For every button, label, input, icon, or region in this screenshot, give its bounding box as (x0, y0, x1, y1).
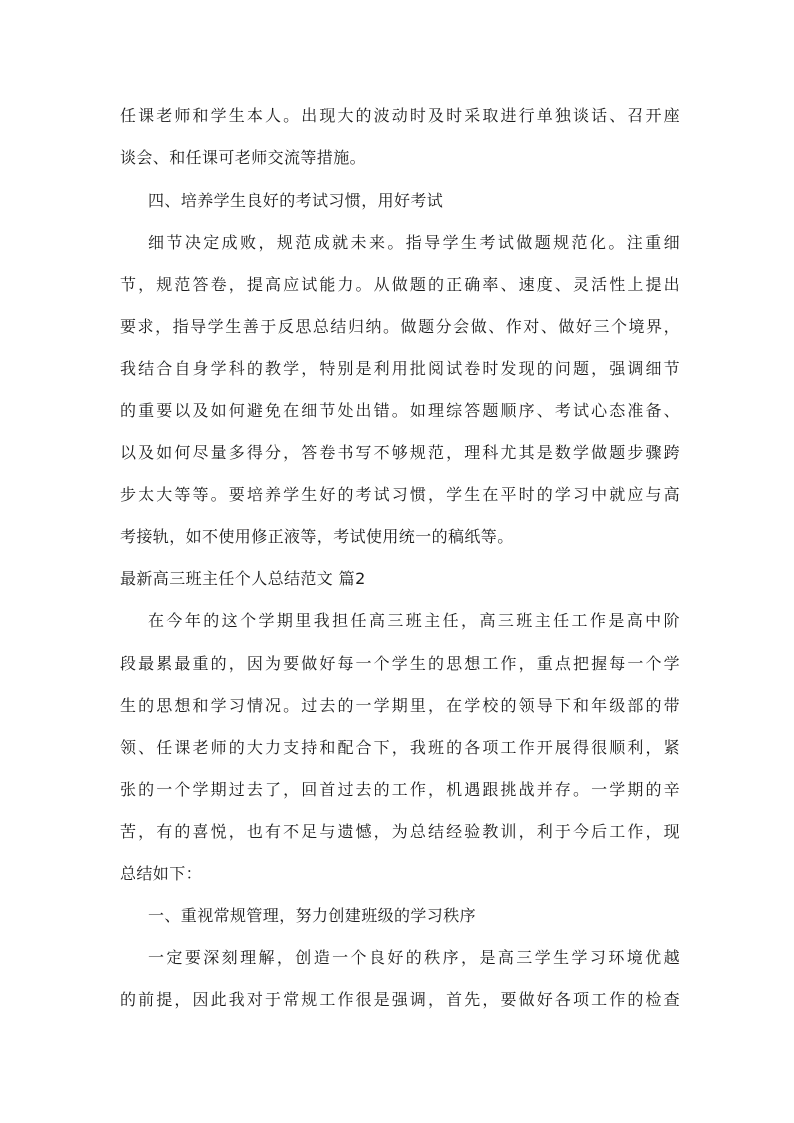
paragraph-line: 以及如何尽量多得分，答卷书写不够规范，理科尤其是数学做题步骤跨 (120, 443, 680, 462)
paragraph-line: 张的一个学期过去了，回首过去的工作，机遇跟挑战并存。一学期的辛 (120, 780, 680, 799)
paragraph-line: 考接轨，如不使用修正液等，考试使用统一的稿纸等。 (120, 527, 514, 546)
paragraph-line: 苦，有的喜悦，也有不足与遗憾，为总结经验教训，利于今后工作，现 (120, 822, 680, 841)
paragraph-line: 在今年的这个学期里我担任高三班主任，高三班主任工作是高中阶 (148, 611, 680, 630)
paragraph-line: 的重要以及如何避免在细节处出错。如理综答题顺序、考试心态准备、 (120, 401, 680, 420)
paragraph-line: 的前提，因此我对于常规工作很是强调，首先，要做好各项工作的检查 (120, 990, 680, 1009)
paragraph-line: 节，规范答卷，提高应试能力。从做题的正确率、速度、灵活性上提出 (120, 275, 680, 294)
paragraph-line: 谈会、和任课可老师交流等措施。 (120, 148, 367, 167)
paragraph-line: 总结如下： (120, 864, 203, 883)
paragraph-line: 细节决定成败，规范成就未来。指导学生考试做题规范化。注重细 (148, 233, 680, 252)
paragraph-line: 一定要深刻理解，创造一个良好的秩序，是高三学生学习环境优越 (148, 948, 680, 967)
article-title: 最新高三班主任个人总结范文 篇2 (120, 569, 366, 588)
paragraph-line: 段最累最重的，因为要做好每一个学生的思想工作，重点把握每一个学 (120, 654, 680, 673)
paragraph-line: 步太大等等。要培养学生好的考试习惯，学生在平时的学习中就应与高 (120, 485, 680, 504)
paragraph-line: 任课老师和学生本人。出现大的波动时及时采取进行单独谈话、召开座 (120, 106, 680, 125)
paragraph-line: 生的思想和学习情况。过去的一学期里，在学校的领导下和年级部的带 (120, 696, 680, 715)
section-heading-4: 四、培养学生良好的考试习惯，用好考试 (148, 191, 444, 210)
paragraph-line: 领、任课老师的大力支持和配合下，我班的各项工作开展得很顺利，紧 (120, 738, 680, 757)
paragraph-line: 要求，指导学生善于反思总结归纳。做题分会做、作对、做好三个境界， (120, 317, 680, 336)
section-heading-1: 一、重视常规管理，努力创建班级的学习秩序 (148, 906, 477, 925)
paragraph-line: 我结合自身学科的教学，特别是利用批阅试卷时发现的问题，强调细节 (120, 359, 680, 378)
